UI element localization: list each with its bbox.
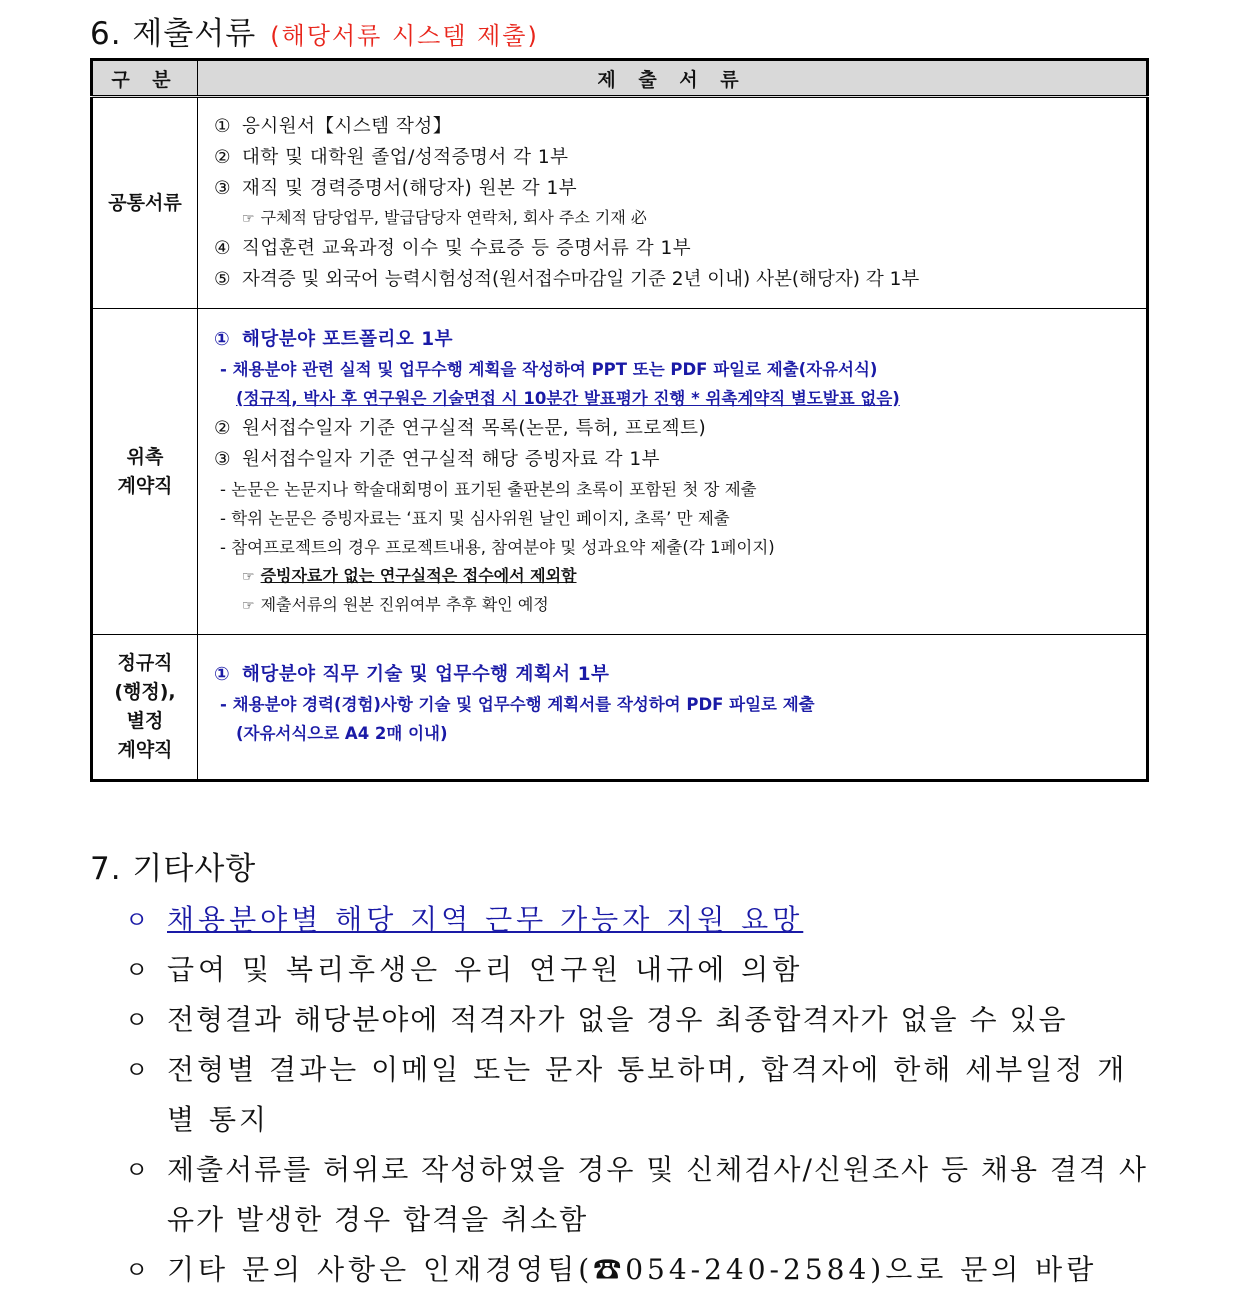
sub-item: - 채용분야 관련 실적 및 업무수행 계획을 작성하여 PPT 또는 PDF 파일로 제출(자유서식)	[220, 359, 878, 379]
documents-table	[90, 58, 1149, 782]
list-item: ㅇ 제출서류를 허위로 작성하였을 경우 및 신체검사/신원조사 등 채용 결격 사유가 발생한 경우 합격을 취소함	[125, 1145, 1155, 1245]
category-contract: 위촉 계약직	[92, 309, 198, 635]
other-notes-list	[125, 895, 1155, 1295]
list-item: ㅇ 전형별 결과는 이메일 또는 문자 통보하며, 합격자에 한해 세부일정 개별 통지	[125, 1045, 1155, 1145]
list-item: ① 응시원서【시스템 작성】	[214, 116, 452, 137]
sub-item: - 학위 논문은 증빙자료는 ‘표지 및 심사위원 날인 페이지, 초록’ 만 제출	[220, 508, 730, 528]
sub-item: - 논문은 논문지나 학술대회명이 표기된 출판본의 초록이 포함된 첫 장 제출	[220, 479, 757, 499]
list-item: ① 해당분야 포트폴리오 1부	[214, 328, 453, 350]
list-item: ㅇ 채용분야별 해당 지역 근무 가능자 지원 요망	[125, 895, 1155, 945]
category-common: 공통서류	[92, 97, 198, 309]
category-regular: 정규직 (행정), 별정 계약직	[92, 635, 198, 781]
contract-documents-cell	[198, 309, 1148, 635]
note-line: ☞ 구체적 담당업무, 발급담당자 연락처, 회사 주소 기재 必	[242, 208, 647, 227]
header-documents: 제 출 서 류	[198, 60, 1148, 97]
header-category: 구 분	[92, 60, 198, 97]
list-item: ① 해당분야 직무 기술 및 업무수행 계획서 1부	[214, 664, 610, 685]
list-item: ③ 원서접수일자 기준 연구실적 해당 증빙자료 각 1부	[214, 448, 660, 470]
bullet-icon: ㅇ	[125, 1256, 153, 1284]
list-item: ㅇ 전형결과 해당분야에 적격자가 없을 경우 최종합격자가 없을 수 있음	[125, 995, 1155, 1045]
bullet-icon: ㅇ	[125, 906, 153, 934]
pointing-hand-icon: ☞	[242, 597, 255, 614]
table-row-contract	[92, 309, 1148, 635]
sub-item: - 채용분야 경력(경험)사항 기술 및 업무수행 계획서를 작성하여 PDF 파일로 제출	[220, 695, 815, 714]
regular-documents-cell	[198, 635, 1148, 781]
bullet-icon: ㅇ	[125, 1056, 152, 1084]
sub-item: - 참여프로젝트의 경우 프로젝트내용, 참여분야 및 성과요약 제출(각 1페이지)	[220, 537, 775, 557]
list-item: ② 원서접수일자 기준 연구실적 목록(논문, 특허, 프로젝트)	[214, 417, 707, 439]
section-6-subtitle: (해당서류 시스템 제출)	[270, 22, 539, 50]
bullet-icon: ㅇ	[125, 1156, 151, 1184]
pointing-hand-icon: ☞	[242, 568, 255, 585]
pointing-hand-icon: ☞	[242, 211, 255, 227]
list-item: ③ 재직 및 경력증명서(해당자) 원본 각 1부	[214, 178, 578, 199]
bullet-icon: ㅇ	[125, 956, 153, 984]
table-row-common	[92, 97, 1148, 309]
note-line: ☞ 증빙자료가 없는 연구실적은 접수에서 제외함	[242, 565, 577, 585]
list-item: ㅇ 기타 문의 사항은 인재경영팀(☎054-240-2584)으로 문의 바람	[125, 1245, 1155, 1295]
list-item: ④ 직업훈련 교육과정 이수 및 수료증 등 증명서류 각 1부	[214, 238, 692, 259]
section-6-title-text: 6. 제출서류	[90, 16, 257, 52]
common-documents-cell	[198, 97, 1148, 309]
sub-item: (정규직, 박사 후 연구원은 기술면접 시 10분간 발표평가 진행 * 위촉계약직 별도발표 없음)	[236, 388, 900, 408]
note-line: ☞ 제출서류의 원본 진위여부 추후 확인 예정	[242, 594, 549, 614]
sub-item: (자유서식으로 A4 2매 이내)	[236, 724, 448, 743]
section-7-title: 7. 기타사항	[90, 851, 257, 887]
table-row-regular	[92, 635, 1148, 781]
table-header-row	[92, 60, 1148, 97]
list-item: ㅇ 급여 및 복리후생은 우리 연구원 내규에 의함	[125, 945, 1155, 995]
bullet-icon: ㅇ	[125, 1006, 151, 1034]
list-item: ② 대학 및 대학원 졸업/성적증명서 각 1부	[214, 147, 569, 168]
section-6-title	[90, 8, 539, 53]
list-item: ⑤ 자격증 및 외국어 능력시험성적(원서접수마감일 기준 2년 이내) 사본(해당자) 각 1부	[214, 269, 920, 290]
